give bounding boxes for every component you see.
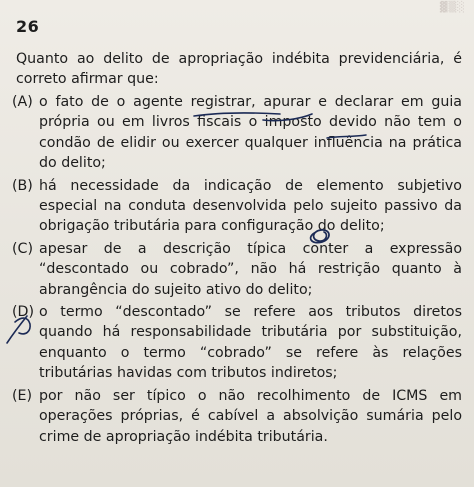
option-letter: (D) — [12, 304, 34, 321]
question-statement: Quanto ao delito de apropriação indébita previdenciária, é correto afirmar que: — [16, 51, 462, 87]
option-letter: (B) — [12, 177, 33, 194]
option-d[interactable] — [12, 302, 462, 384]
option-letter: (E) — [12, 387, 33, 404]
option-c[interactable] — [12, 239, 462, 300]
option-a[interactable] — [12, 92, 462, 174]
option-text: apesar de a descrição típica conter a expressão “descontado ou cobrado”, não há restrição quanto à abrangência do sujeito ativo do delito; — [39, 240, 462, 298]
faded-stamp-mark: ▓▒░ — [439, 2, 466, 13]
option-text: o termo “descontado” se refere aos tributos diretos quando há responsabilidade tributária por substituição, enquanto o termo “cobrado” se refere às relações tributárias havidas com tributos indiretos; — [39, 304, 462, 382]
option-text: por não ser típico o não recolhimento de ICMS em operações próprias, é cabível a absolvição sumária pelo crime de apropriação indébita tributária. — [39, 387, 462, 445]
answer-options-list — [12, 92, 462, 449]
option-text: o fato de o agente registrar, apurar e declarar em guia própria ou em livros fiscais o imposto devido não tem o condão de elidir ou exercer qualquer influência na prática do delito; — [39, 94, 462, 172]
option-letter: (C) — [12, 240, 33, 257]
question-number: 26 — [16, 17, 40, 36]
option-b[interactable] — [12, 176, 462, 237]
option-text: há necessidade da indicação de elemento subjetivo especial na conduta desenvolvida pelo sujeito passivo da obrigação tributária para configuração do delito; — [39, 177, 462, 235]
option-e[interactable] — [12, 386, 462, 447]
option-letter: (A) — [12, 94, 33, 110]
